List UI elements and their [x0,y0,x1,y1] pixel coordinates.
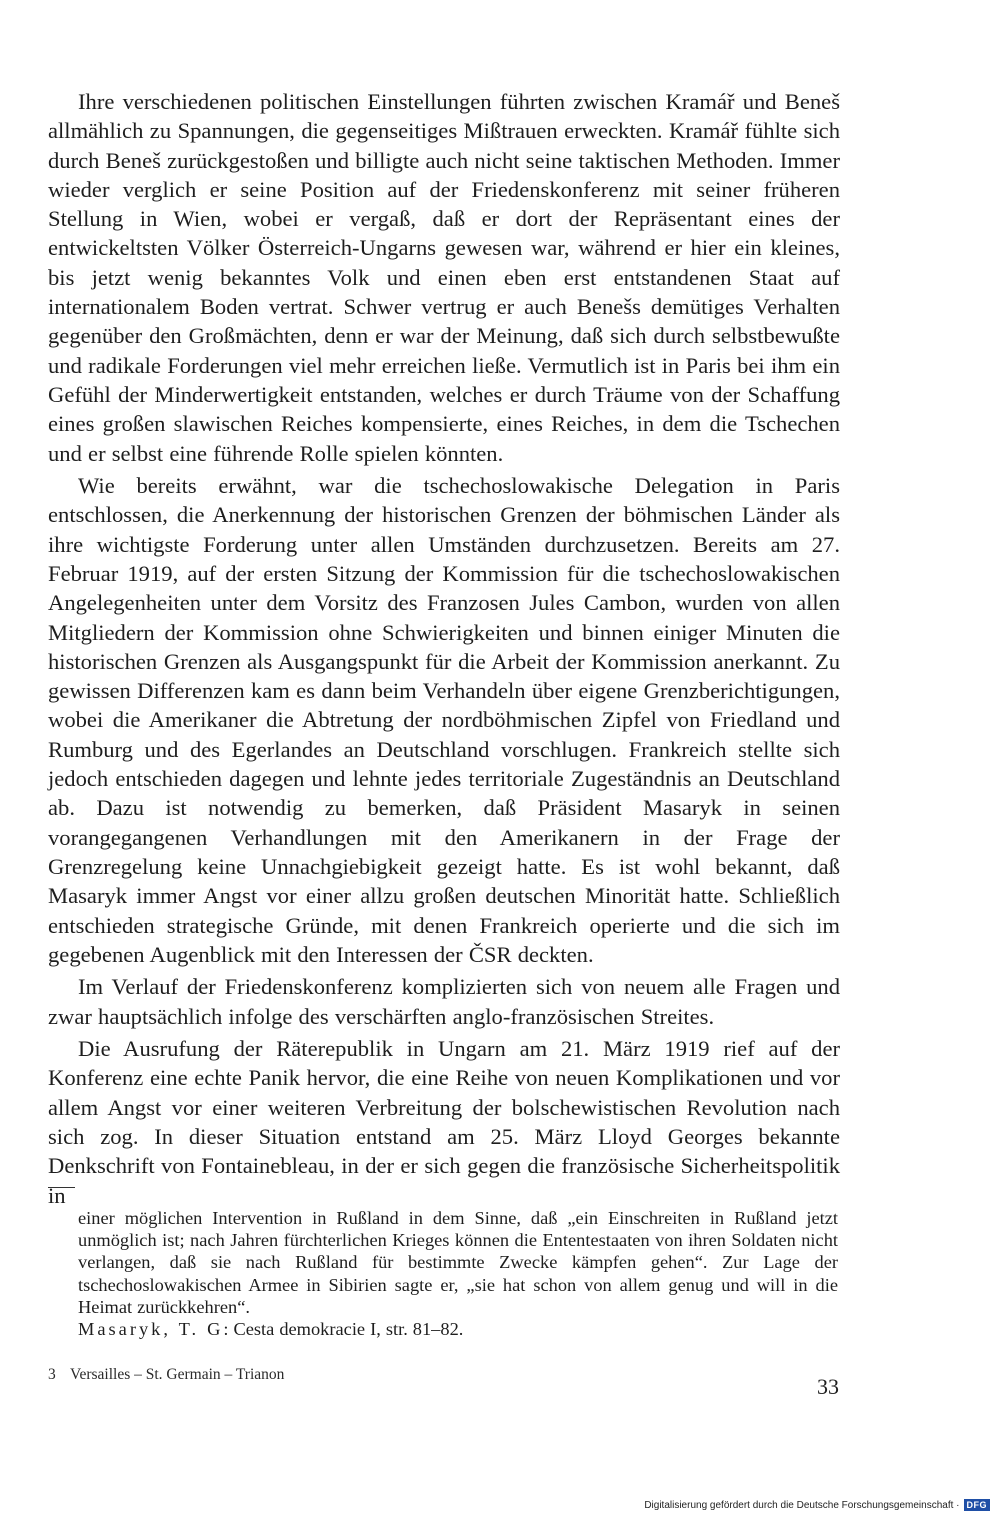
footnote-separator [48,1187,75,1188]
dfg-logo-icon: DFG [964,1499,991,1511]
paragraph-2: Wie bereits erwähnt, war die tschechoslowakische Delegation in Paris entschlossen, die Anerkennung der historischen Grenzen der böhmischen Länder als ihre wichtigste Forderung unter allen Umständen durchzusetzen. Bereits am 27. Februar 1919, auf der ersten Sitzung der Kommission für die tschechoslowakischen Angelegenheiten unter dem Vorsitz des Franzosen Jules Cambon, wurden von allen Mitgliedern der Kommission ohne Schwierigkeiten und binnen einiger Minuten die historischen Grenzen als Ausgangspunkt für die Arbeit der Kommission anerkannt. Zu gewissen Differenzen kam es dann beim Verhandeln über eigene Grenzberichtigungen, wobei die Amerikaner die Abtretung der nordböhmischen Zipfel von Friedland und Rumburg und des Egerlandes an Deutschland vorschlugen. Frankreich stellte sich jedoch entschieden dagegen und lehnte jedes territoriale Zugeständnis an Deutschland ab. Dazu ist notwendig zu bemerken, daß Präsident Masaryk in seinen vorangegangenen Verhandlungen mit den Amerikanern in der Frage der Grenzregelung keine Unnachgiebigkeit gezeigt hatte. Es ist wohl bekannt, daß Masaryk immer Angst vor einer allzu großen deutschen Minorität hatte. Schließlich entschieden strategische Gründe, mit denen Frankreich operierte und die sich im gegebenen Augenblick mit den Interessen der ČSR deckten. [48,473,840,967]
digitization-note: Digitalisierung gefördert durch die Deutsche Forschungsgemeinschaft · [644,1499,960,1511]
footnote-citation [78,1318,838,1340]
paragraph-1: Ihre verschiedenen politischen Einstellungen führten zwischen Kramář und Beneš allmählich zu Spannungen, die gegenseitiges Mißtrauen erweckten. Kramář fühlte sich durch Beneš zurückgestoßen und billigte auch nicht seine taktischen Methoden. Immer wieder verglich er seine Position auf der Friedenskonferenz mit seiner früheren Stellung in Wien, wobei er vergaß, daß er dort der Repräsentant eines der entwickeltsten Völker Österreich-Ungarns gewesen war, während er hier ein kleines, bis jetzt wenig bekanntes Volk und einen eben erst entstandenen Staat auf internationalem Boden vertrat. Schwer vertrug er auch Benešs demütiges Verhalten gegenüber den Großmächten, denn er war der Meinung, daß sich durch selbstbewußte und radikale Forderungen viel mehr erreichen ließe. Vermutlich ist in Paris bei ihm ein Gefühl der Minderwertigkeit entstanden, welches er durch Träume von der Schaffung eines großen slawischen Reiches kompensierte, eines Reiches, in dem die Tschechen und er selbst eine führende Rolle spielen könnten. [48,89,840,466]
paragraph-3: Im Verlauf der Friedenskonferenz komplizierten sich von neuem alle Fragen und zwar hauptsächlich infolge des verschärften anglo-französischen Streites. [48,974,840,1029]
main-text [48,87,840,1213]
page-number: 33 [817,1374,839,1399]
citation-source: : Cesta demokracie I, str. 81–82. [223,1319,464,1340]
citation-author: Masaryk, T. G [78,1319,224,1340]
digitization-footer [644,1499,990,1511]
printer-signature [48,1365,284,1385]
footnote [78,1207,838,1340]
signature-number: 3 [48,1366,56,1383]
signature-title: Versailles – St. Germain – Trianon [70,1366,285,1383]
paragraph-4: Die Ausrufung der Räterepublik in Ungarn am 21. März 1919 rief auf der Konferenz eine echte Panik hervor, die eine Reihe von neuen Komplikationen und vor allem Angst vor einer weiteren Verbreitung der bolschewistischen Revolution nach sich zog. In dieser Situation entstand am 25. März Lloyd Georges bekannte Denkschrift von Fontainebleau, in der er sich gegen die französische Sicherheitspolitik in [48,1036,840,1208]
footnote-text: einer möglichen Intervention in Rußland in dem Sinne, daß „ein Einschreiten in Rußland jetzt unmöglich ist; nach Jahren fürchterlichen Krieges können die Ententestaaten von ihren Soldaten nicht verlangen, daß sie nach Rußland für bestimmte Zwecke kämpfen gehen“. Zur Lage der tschechoslowakischen Armee in Sibirien sagte er, „sie hat schon von allem genug und will in die Heimat zurückkehren“. [78,1208,838,1317]
